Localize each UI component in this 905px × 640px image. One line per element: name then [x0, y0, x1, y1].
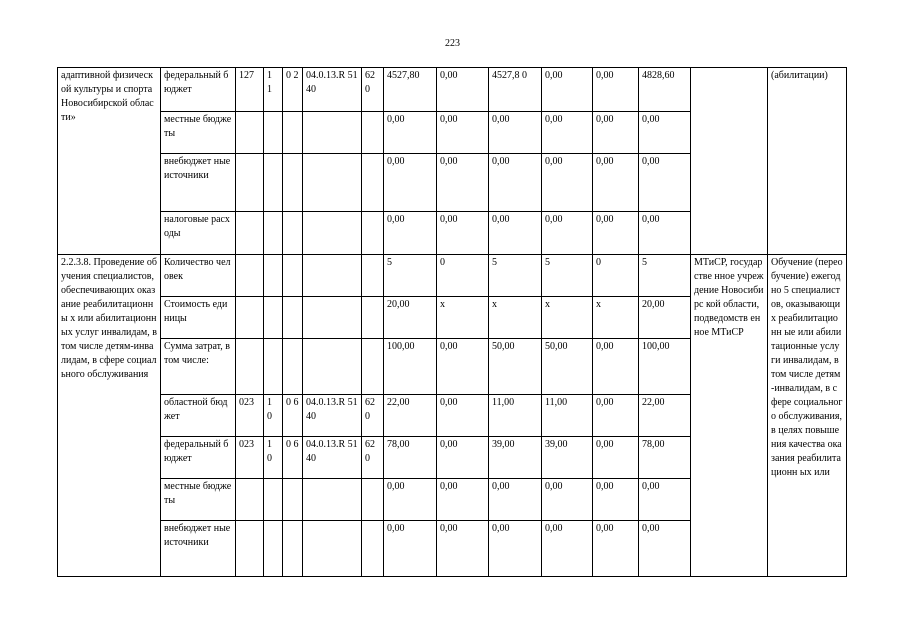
executor: [691, 68, 768, 255]
value-cell: 0,00: [593, 154, 639, 212]
expected-result: Обучение (переобучение) ежегодно 5 специалистов, оказывающих реабилитационн ые или абилитационные услуги инвалидам, в том числе детям-инвалидам, в сфере социального обслуживания, в целях повышения качества оказания реабилитационн ых или: [768, 255, 847, 577]
grbs-code: [236, 255, 264, 297]
value-cell: x: [542, 297, 593, 339]
value-cell: 0,00: [639, 521, 691, 577]
value-cell: 0,00: [437, 112, 489, 154]
value-cell: 0,00: [542, 479, 593, 521]
pr-code: [283, 339, 303, 395]
csr-code: [303, 479, 362, 521]
value-cell: 0,00: [384, 521, 437, 577]
grbs-code: [236, 339, 264, 395]
value-cell: 0,00: [542, 521, 593, 577]
value-cell: 20,00: [639, 297, 691, 339]
funding-source: внебюджет ные источники: [161, 154, 236, 212]
pr-code: [283, 212, 303, 255]
value-cell: 50,00: [489, 339, 542, 395]
funding-source: федеральный бюджет: [161, 68, 236, 112]
funding-source: внебюджет ные источники: [161, 521, 236, 577]
funding-source: местные бюджеты: [161, 112, 236, 154]
value-cell: 0,00: [593, 112, 639, 154]
rz-code: [264, 521, 283, 577]
pr-code: 0 6: [283, 395, 303, 437]
vr-code: [362, 154, 384, 212]
value-cell: x: [593, 297, 639, 339]
value-cell: 0,00: [542, 68, 593, 112]
pr-code: [283, 112, 303, 154]
funding-source: местные бюджеты: [161, 479, 236, 521]
value-cell: 5: [489, 255, 542, 297]
pr-code: [283, 521, 303, 577]
value-cell: 0,00: [593, 437, 639, 479]
value-cell: 4527,80: [384, 68, 437, 112]
value-cell: 0,00: [384, 479, 437, 521]
executor: МТиСР, государстве нное учреждение Новосибирс кой области, подведомств енное МТиСР: [691, 255, 768, 577]
value-cell: 39,00: [542, 437, 593, 479]
value-cell: 4828,60: [639, 68, 691, 112]
value-cell: 100,00: [639, 339, 691, 395]
value-cell: 0,00: [437, 395, 489, 437]
value-cell: 0,00: [384, 112, 437, 154]
value-cell: 22,00: [639, 395, 691, 437]
rz-code: 1 0: [264, 437, 283, 479]
value-cell: x: [489, 297, 542, 339]
funding-source: налоговые расходы: [161, 212, 236, 255]
value-cell: x: [437, 297, 489, 339]
value-cell: 0,00: [489, 154, 542, 212]
value-cell: 0,00: [437, 437, 489, 479]
value-cell: 0,00: [437, 521, 489, 577]
table-row: [58, 255, 847, 297]
expected-result: (абилитации): [768, 68, 847, 255]
grbs-code: [236, 297, 264, 339]
rz-code: [264, 297, 283, 339]
value-cell: 0,00: [639, 112, 691, 154]
page-number: 223: [445, 38, 460, 49]
csr-code: 04.0.13.R 5140: [303, 395, 362, 437]
value-cell: 0: [437, 255, 489, 297]
vr-code: [362, 339, 384, 395]
value-cell: 0,00: [593, 68, 639, 112]
funding-source: Стоимость единицы: [161, 297, 236, 339]
pr-code: [283, 154, 303, 212]
value-cell: 0,00: [542, 154, 593, 212]
csr-code: 04.0.13.R 5140: [303, 437, 362, 479]
grbs-code: [236, 479, 264, 521]
measure-title: адаптивной физической культуры и спорта Новосибирской области»: [58, 68, 161, 255]
vr-code: [362, 479, 384, 521]
value-cell: 5: [542, 255, 593, 297]
budget-table: [57, 67, 847, 577]
value-cell: 0,00: [437, 479, 489, 521]
funding-source: Сумма затрат, в том числе:: [161, 339, 236, 395]
value-cell: 0,00: [437, 212, 489, 255]
measure-title: 2.2.3.8. Проведение обучения специалистов, обеспечивающих оказание реабилитационны х или абилитационных услуг инвалидам, в том числе детям-инвалидам, в сфере социального обслуживания: [58, 255, 161, 577]
rz-code: [264, 339, 283, 395]
value-cell: 20,00: [384, 297, 437, 339]
vr-code: [362, 521, 384, 577]
value-cell: 0,00: [639, 212, 691, 255]
pr-code: [283, 297, 303, 339]
csr-code: [303, 154, 362, 212]
funding-source: Количество человек: [161, 255, 236, 297]
value-cell: 100,00: [384, 339, 437, 395]
csr-code: [303, 112, 362, 154]
value-cell: 0,00: [384, 212, 437, 255]
value-cell: 50,00: [542, 339, 593, 395]
csr-code: [303, 212, 362, 255]
csr-code: [303, 255, 362, 297]
vr-code: [362, 255, 384, 297]
vr-code: [362, 297, 384, 339]
csr-code: [303, 297, 362, 339]
value-cell: 0,00: [489, 112, 542, 154]
value-cell: 0,00: [593, 395, 639, 437]
value-cell: 0,00: [542, 112, 593, 154]
vr-code: [362, 112, 384, 154]
value-cell: 0,00: [542, 212, 593, 255]
value-cell: 0,00: [639, 154, 691, 212]
grbs-code: [236, 212, 264, 255]
value-cell: 0,00: [593, 339, 639, 395]
value-cell: 78,00: [639, 437, 691, 479]
value-cell: 0,00: [639, 479, 691, 521]
funding-source: федеральный бюджет: [161, 437, 236, 479]
value-cell: 0,00: [384, 154, 437, 212]
grbs-code: [236, 521, 264, 577]
value-cell: 39,00: [489, 437, 542, 479]
value-cell: 11,00: [489, 395, 542, 437]
grbs-code: 023: [236, 437, 264, 479]
value-cell: 0,00: [489, 521, 542, 577]
value-cell: 0,00: [593, 212, 639, 255]
rz-code: [264, 112, 283, 154]
pr-code: [283, 479, 303, 521]
rz-code: [264, 479, 283, 521]
csr-code: 04.0.13.R 5140: [303, 68, 362, 112]
value-cell: 0,00: [489, 212, 542, 255]
value-cell: 0,00: [489, 479, 542, 521]
grbs-code: 023: [236, 395, 264, 437]
grbs-code: [236, 154, 264, 212]
csr-code: [303, 521, 362, 577]
pr-code: 0 6: [283, 437, 303, 479]
csr-code: [303, 339, 362, 395]
funding-source: областной бюджет: [161, 395, 236, 437]
value-cell: 11,00: [542, 395, 593, 437]
value-cell: 5: [639, 255, 691, 297]
rz-code: [264, 212, 283, 255]
value-cell: 4527,8 0: [489, 68, 542, 112]
value-cell: 0,00: [437, 154, 489, 212]
value-cell: 0,00: [593, 479, 639, 521]
value-cell: 22,00: [384, 395, 437, 437]
table-row: [58, 68, 847, 112]
vr-code: [362, 212, 384, 255]
value-cell: 78,00: [384, 437, 437, 479]
value-cell: 0,00: [437, 339, 489, 395]
pr-code: 0 2: [283, 68, 303, 112]
rz-code: [264, 154, 283, 212]
value-cell: 0: [593, 255, 639, 297]
value-cell: 0,00: [593, 521, 639, 577]
rz-code: [264, 255, 283, 297]
vr-code: 62 0: [362, 437, 384, 479]
vr-code: 62 0: [362, 395, 384, 437]
value-cell: 0,00: [437, 68, 489, 112]
pr-code: [283, 255, 303, 297]
grbs-code: 127: [236, 68, 264, 112]
rz-code: 1 0: [264, 395, 283, 437]
rz-code: 1 1: [264, 68, 283, 112]
value-cell: 5: [384, 255, 437, 297]
vr-code: 62 0: [362, 68, 384, 112]
grbs-code: [236, 112, 264, 154]
